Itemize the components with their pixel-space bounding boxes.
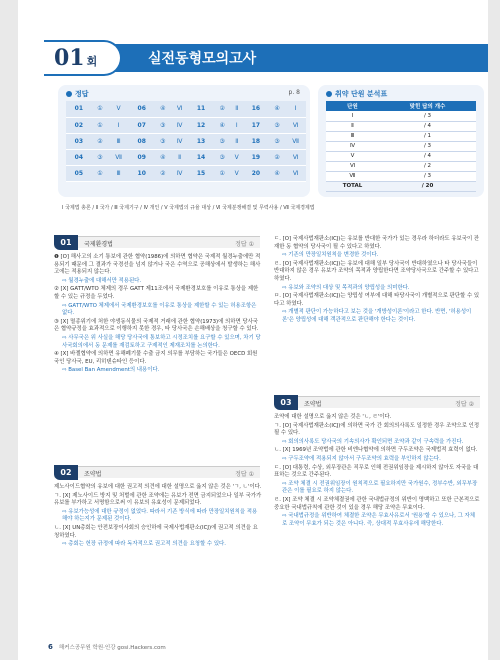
explanation-line: ⇨ GATT/WTO 체제에서 국제환경보호를 이유로 통상을 제한할 수 있는 허용조항은 없다.: [62, 302, 257, 317]
answer-cell: 06: [129, 101, 155, 117]
analysis-row: [326, 161, 476, 171]
answer-cell: ①: [214, 165, 231, 181]
answer-cell: Ⅶ: [108, 149, 129, 165]
q02-body: [54, 484, 262, 550]
analysis-cell: / 1: [379, 131, 476, 141]
explanation-line: ㄹ. [X] 조약 체결 시 조약체결권에 관한 국내법규정의 위반이 명백하고 또한 근본적으로 중요한 국내법규칙에 관한 것이 있을 경우 해당 조약은 무효이다.: [274, 496, 480, 511]
answer-cell: ④: [269, 101, 286, 117]
answer-cell: ②: [92, 133, 109, 149]
answer-cell: Ⅱ: [230, 133, 243, 149]
answer-cell: ③: [214, 149, 231, 165]
answer-cell: ③: [214, 133, 231, 149]
explanation-line: ㄴ. [X] 1969년 조약법에 관한 비엔나협약에 의하면 구두조약은 국제법적 효력이 없다.: [274, 447, 478, 454]
analysis-cell: Ⅱ: [326, 121, 379, 131]
explanation-line: ⇨ 회의의사록도 당사국의 기속의사가 확인되면 조약과 같이 구속력을 가진다.: [282, 438, 464, 445]
analysis-box-title: 취약 단원 분석표: [318, 85, 484, 99]
answer-cell: 09: [129, 149, 155, 165]
answer-cell: Ⅰ: [108, 117, 129, 133]
answer-cell: ④: [155, 101, 172, 117]
answer-cell: Ⅵ: [285, 165, 306, 181]
answer-cell: ④: [214, 117, 231, 133]
analysis-cell: / 3: [379, 111, 476, 121]
explanation-line: ⇨ 유보와 조약의 대상 및 목적과의 양립성을 의미한다.: [282, 284, 410, 291]
answer-cell: ②: [155, 165, 172, 181]
explanation-line: ⇨ 기존의 만장일치원칙을 변경한 것이다.: [282, 252, 379, 259]
explanation-line: ㄱ. [O] 국제사법재판소(ICJ)에 의하면 국가 간 회의의사록도 일정한 경우 조약으로 인정될 수 있다.: [274, 422, 480, 437]
answer-cell: 16: [243, 101, 269, 117]
answer-cell: Ⅴ: [230, 149, 243, 165]
analysis-row: [326, 171, 476, 181]
analysis-cell: / 3: [379, 171, 476, 181]
analysis-table: [326, 101, 476, 192]
answer-cell: 14: [188, 149, 214, 165]
answer-cell: 07: [129, 117, 155, 133]
q03-body: [274, 414, 480, 529]
answer-cell: 15: [188, 165, 214, 181]
answer-cell: Ⅶ: [285, 133, 306, 149]
answer-row: [66, 133, 306, 149]
answer-cell: ①: [92, 101, 109, 117]
analysis-cell: Ⅵ: [326, 161, 379, 171]
analysis-cell: Ⅳ: [326, 141, 379, 151]
answer-cell: ③: [155, 117, 172, 133]
answer-cell: ②: [269, 149, 286, 165]
explanation-line: ㄱ. [X] 제노사이드 방지 및 처벌에 관한 조약에는 유보가 전면 금지되었으나 일부 국가가 유보를 부가하고 서명함으로써 이 유보의 유효성이 문제되었다.: [54, 492, 262, 507]
answer-cell: 04: [66, 149, 92, 165]
explanation-line: ④ [X] 바젤협약에 의하면 유해폐기물 수출 금지 의무를 부담하는 국가들은 OECD 회원국인 당사국, EU, 리히텐슈타인 등이다.: [54, 351, 258, 365]
answer-cell: ④: [155, 149, 172, 165]
answer-cell: ①: [92, 165, 109, 181]
q01-body: [54, 254, 262, 376]
answer-cell: Ⅳ: [171, 133, 188, 149]
answer-cell: Ⅱ: [230, 101, 243, 117]
answer-cell: ④: [269, 165, 286, 181]
answer-table: [66, 101, 306, 182]
q03-header: 03 조약법 정답 ②: [274, 396, 480, 408]
bullet-icon: [66, 91, 72, 97]
explanation-line: ❶ [O] 해사고의 소기 통보에 관한 협약(1986)에 의하면 협약은 국제적 월경누출에만 적용되기 때문에 그 결과가 국경선을 넘지 않거나 국은 수역으로 공해상에서 발생하는 해사고에는 적용되지 않는다.: [54, 254, 261, 276]
analysis-cell: / 2: [379, 161, 476, 171]
explanation-line: ⇨ 사무국은 위 사실을 해당 당사국에 통보하고 시정조치를 요구할 수 있으며, 차기 당사국회의에서 동 문제를 재검토하고 구제적인 제재조치를 논의한다.: [62, 334, 261, 349]
col-header: 맞힌 답의 개수: [379, 101, 476, 111]
answer-box: [58, 85, 310, 197]
answer-cell: ③: [269, 117, 286, 133]
answer-cell: Ⅱ: [171, 149, 188, 165]
chapter-number: 01 회: [44, 40, 122, 76]
analysis-cell: Ⅴ: [326, 151, 379, 161]
analysis-row: [326, 141, 476, 151]
explanation-line: 제노사이드협약의 유보에 대한 권고적 의견에 대한 설명으로 옳지 않은 것은 'ㄱ, ㄴ'이다.: [54, 484, 262, 490]
answer-cell: 17: [243, 117, 269, 133]
answer-cell: 13: [188, 133, 214, 149]
answer-box-title: 정답 p. 8: [58, 85, 310, 99]
analysis-box: [318, 85, 484, 197]
answer-cell: 12: [188, 117, 214, 133]
answer-row: [66, 165, 306, 181]
answer-cell: Ⅲ: [108, 133, 129, 149]
answer-cell: Ⅴ: [230, 165, 243, 181]
answer-cell: ③: [155, 133, 172, 149]
answer-cell: Ⅴ: [108, 101, 129, 117]
answer-cell: 20: [243, 165, 269, 181]
explanation-line: ② [X] GATT/WTO 체제의 경우 GATT 제11조에서 국제환경보호를 이유로 통상을 제한할 수 있는 규정을 두었다.: [54, 286, 259, 300]
analysis-row: [326, 121, 476, 131]
col-header: 단원: [326, 101, 379, 111]
analysis-cell: / 4: [379, 151, 476, 161]
answer-cell: Ⅰ: [285, 101, 306, 117]
answer-cell: ③: [92, 149, 109, 165]
explanation-line: ㅁ. [O] 국제사법재판소(ICJ)는 양립성 여부에 대해 타당사국이 개별적으로 판단할 수 있다고 하였다.: [274, 293, 480, 307]
explanation-line: ⇨ 조약 체결 시 전권위임장이 원칙적으로 필요하지만 국가원수, 정부수반, 외무부장관은 이를 필요로 하지 않는다.: [282, 480, 478, 495]
analysis-cell: / 4: [379, 121, 476, 131]
explanation-line: ⇨ 국내법규정을 위반하여 체결한 조약은 무효사유로서 '원용'할 수 있으나, 그 자체로 조약이 무효가 되는 것은 아니다. 즉, 상대적 무효사유에 해당한다.: [282, 513, 475, 527]
explanation-line: ⇨ Basel Ban Amendment의 내용이다.: [62, 367, 160, 374]
analysis-row: [326, 131, 476, 141]
answer-cell: 19: [243, 149, 269, 165]
q01-header: 01 국제환경법 정답 ①: [54, 236, 260, 248]
explanation-line: ⇨ 개별적 판단이 가능하다고 보는 것을 '개방성이론'이라고 한다. 반면, '허용성이론'은 양립성에 대해 객관적으로 판단해야 한다는 것이다.: [282, 309, 472, 323]
analysis-cell: Ⅰ: [326, 111, 379, 121]
analysis-row: [326, 151, 476, 161]
answer-cell: Ⅲ: [108, 165, 129, 181]
answer-cell: 10: [129, 165, 155, 181]
explanation-line: ㄷ. [O] 대통령, 수상, 외무장관은 직무로 인해 전권위임장을 제시하지 않아도 자국을 대표하는 것으로 간주된다.: [274, 464, 479, 479]
explanation-line: ㄹ. [O] 국제사법재판소(ICJ)는 유보에 대해 일부 당사국이 반대하였으나 타 당사국들이 반대하지 않은 경우 유보가 조약의 목적과 양립한다면 조약당사국으로 간주할 수 있다고 하였다.: [274, 260, 479, 282]
answer-row: [66, 101, 306, 117]
answer-cell: 08: [129, 133, 155, 149]
total-cell: TOTAL: [326, 181, 379, 191]
footer: 6 해커스공무원 학원·인강 gosi.Hackers.com: [48, 643, 166, 651]
explanation-line: ⇨ 유보가능성에 대한 규정이 없었다. 따라서 기존 방식에 따라 만장일치원칙을 적용해야 하는지가 문제된 것이다.: [62, 508, 258, 523]
bullet-icon: [326, 91, 332, 97]
answer-cell: 02: [66, 117, 92, 133]
answer-cell: 18: [243, 133, 269, 149]
explanation-line: ⇨ 총회는 헌장 규정에 따라 독자적으로 권고적 의견을 요청할 수 있다.: [62, 541, 226, 548]
analysis-row: [326, 111, 476, 121]
answer-cell: Ⅳ: [171, 165, 188, 181]
answer-row: [66, 149, 306, 165]
explanation-line: 조약에 대한 설명으로 옳지 않은 것은 'ㄴ, ㄹ'이다.: [274, 414, 392, 420]
explanation-line: ㄴ. [X] UN총회는 안전보장이사회의 승인하에 국제사법재판소(ICJ)에 권고적 의견을 요청하였다.: [54, 524, 258, 539]
unit-legend: Ⅰ 국제법 총론 / Ⅱ 국가 / Ⅲ 국제기구 / Ⅳ 개인 / Ⅴ 국제법의 규율 대상 / Ⅵ 국제분쟁해결 및 무력사용 / Ⅶ 국제경제법: [62, 205, 315, 211]
answer-row: [66, 117, 306, 133]
chapter-header: [50, 44, 488, 72]
answer-cell: ③: [269, 133, 286, 149]
q02-header: 02 조약법 정답 ①: [54, 466, 260, 478]
explanation-line: ⇨ 구두조약에 적용되지 않아서 구두조약의 효력을 부인하지 않는다.: [282, 455, 441, 462]
answer-cell: Ⅰ: [230, 117, 243, 133]
answer-cell: Ⅵ: [285, 117, 306, 133]
answer-cell: Ⅵ: [171, 101, 188, 117]
answer-cell: Ⅳ: [171, 117, 188, 133]
analysis-cell: Ⅶ: [326, 171, 379, 181]
answer-cell: 03: [66, 133, 92, 149]
analysis-cell: Ⅲ: [326, 131, 379, 141]
explanation-line: ③ [X] 멸종위기에 처한 야생동식물의 국제적 거래에 관한 협약(1973)에 의하면 당사국은 협약규정을 효과적으로 이행하지 못한 경우, 타 당사국은 손해배상을 청구할 수 있다.: [54, 318, 259, 333]
answer-cell: Ⅵ: [285, 149, 306, 165]
explanation-line: ㄷ. [O] 국제사법재판소(ICJ)는 유보를 반대한 국가가 있는 경우라 하더라도 유보국이 잔재한 동 협약의 당사국이 될 수 있다고 하였다.: [274, 236, 480, 250]
analysis-cell: / 3: [379, 141, 476, 151]
answer-cell: ①: [92, 117, 109, 133]
answer-cell: 05: [66, 165, 92, 181]
answer-cell: 11: [188, 101, 214, 117]
total-row: [326, 181, 476, 191]
total-cell: / 20: [379, 181, 476, 191]
answer-cell: ②: [214, 101, 231, 117]
explanation-line: ⇨ 월경누출에 대해서만 적용된다.: [62, 277, 142, 284]
chapter-title: 실전동형모의고사: [148, 51, 257, 67]
answer-cell: 01: [66, 101, 92, 117]
q02-continued: [274, 236, 480, 326]
page: [18, 0, 488, 660]
